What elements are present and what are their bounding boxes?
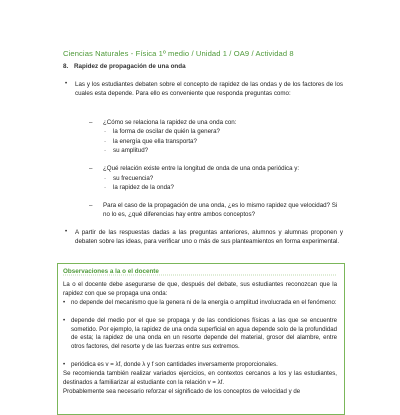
dash-icon: –	[89, 165, 93, 172]
header-oa: OA9	[233, 49, 250, 58]
second-bullet-text: A partir de las respuestas dadas a las preguntas anteriores, alumnos y alumnas proponen y debaten sobre las ideas, para verificar uno o más de sus planteamientos en forma experimental.	[75, 229, 343, 245]
intro-bullet	[65, 80, 343, 98]
sub-item	[104, 127, 220, 136]
observations-item-text: no depende del mecanismo que la genera ni de la energía o amplitud involucrada en el fenómeno:	[71, 299, 337, 306]
sub-item-text: la forma de oscilar de quién la genera?	[113, 128, 220, 135]
header-activity: Actividad 8	[255, 49, 294, 58]
small-bullet-icon: ·	[104, 184, 107, 191]
header-subject: Ciencias Naturales	[63, 49, 129, 58]
small-bullet-icon: ·	[104, 175, 107, 182]
bullet-icon: •	[63, 317, 66, 324]
question-text: Para el caso de la propagación de una onda, ¿es lo mismo rapidez que velocidad? Si no lo es, ¿qué diferencias hay entre ambos conceptos?	[103, 202, 338, 218]
sub-item	[104, 174, 154, 183]
question-item	[89, 201, 339, 219]
bullet-icon: •	[63, 299, 66, 306]
observations-item-text: periódica es v = λf, donde λ y f son cantidades inversamente proporcionales.	[71, 361, 278, 368]
header-separator: /	[249, 49, 256, 58]
bullet-icon: •	[65, 81, 68, 87]
bullet-icon: •	[63, 361, 66, 368]
intro-bullet-text: Las y los estudiantes debaten sobre el concepto de rapidez de las ondas y de los factores de los cuales esta depende. Para ello es conveniente que responda preguntas como:	[75, 81, 343, 97]
dash-icon: –	[89, 119, 93, 126]
observations-title: Observaciones a la o el docente	[63, 268, 159, 275]
question-text: ¿Cómo se relaciona la rapidez de una onda con:	[103, 119, 237, 126]
section-title	[63, 63, 363, 70]
second-bullet	[65, 228, 343, 246]
header-separator: -	[128, 49, 136, 58]
observations-item	[63, 317, 337, 351]
header-separator: /	[189, 49, 196, 58]
header-unit: Unidad 1	[195, 49, 228, 58]
sub-item-text: la rapidez de la onda?	[113, 184, 174, 191]
page-header	[63, 49, 363, 58]
dash-icon: –	[89, 202, 93, 209]
small-bullet-icon: ·	[104, 147, 107, 154]
header-course: Física 1º medio	[135, 49, 190, 58]
section-title-text: Rapidez de propagación de una onda	[74, 63, 186, 70]
observations-paragraph: Se recomienda también realizar variados ejercicios, en contextos cercanos a los y las estudiantes, destinados a familiarizar al estudiante con la relación v = λf.	[63, 370, 337, 386]
small-bullet-icon: ·	[104, 138, 107, 145]
sub-item	[104, 137, 197, 146]
sub-item	[104, 146, 149, 155]
question-text: ¿Qué relación existe entre la longitud de onda de una onda periódica y:	[103, 165, 300, 172]
bullet-icon: •	[65, 229, 68, 235]
observations-divider	[63, 271, 337, 277]
sub-item	[104, 183, 174, 192]
observations-item	[63, 361, 337, 370]
observations-item	[63, 299, 337, 308]
small-bullet-icon: ·	[104, 128, 107, 135]
section-number: 8.	[63, 63, 69, 70]
observations-paragraph: Probablemente sea necesario reforzar el significado de los conceptos de velocidad y de	[63, 388, 301, 395]
sub-item-text: su amplitud?	[113, 147, 149, 154]
question-item	[89, 164, 339, 173]
sub-item-text: su frecuencia?	[113, 175, 154, 182]
observations-intro: La o el docente debe asegurarse de que, después del debate, sus estudiantes reconozcan que la rapidez con que se propaga una onda:	[63, 281, 337, 297]
header-separator: /	[227, 49, 234, 58]
sub-item-text: la energía que ella transporta?	[113, 138, 197, 145]
observations-item-text: depende del medio por el que se propaga y de las condiciones físicas a las que se encuentre sometido. Por ejemplo, la rapidez de una onda superficial en agua depende solo de la profundidad de esta; la rapidez de una onda en un resorte depende del material, grosor del alambre, entre otros factores, del resorte y de las fuerzas entre sus extremos.	[71, 317, 337, 350]
question-item	[89, 118, 339, 127]
